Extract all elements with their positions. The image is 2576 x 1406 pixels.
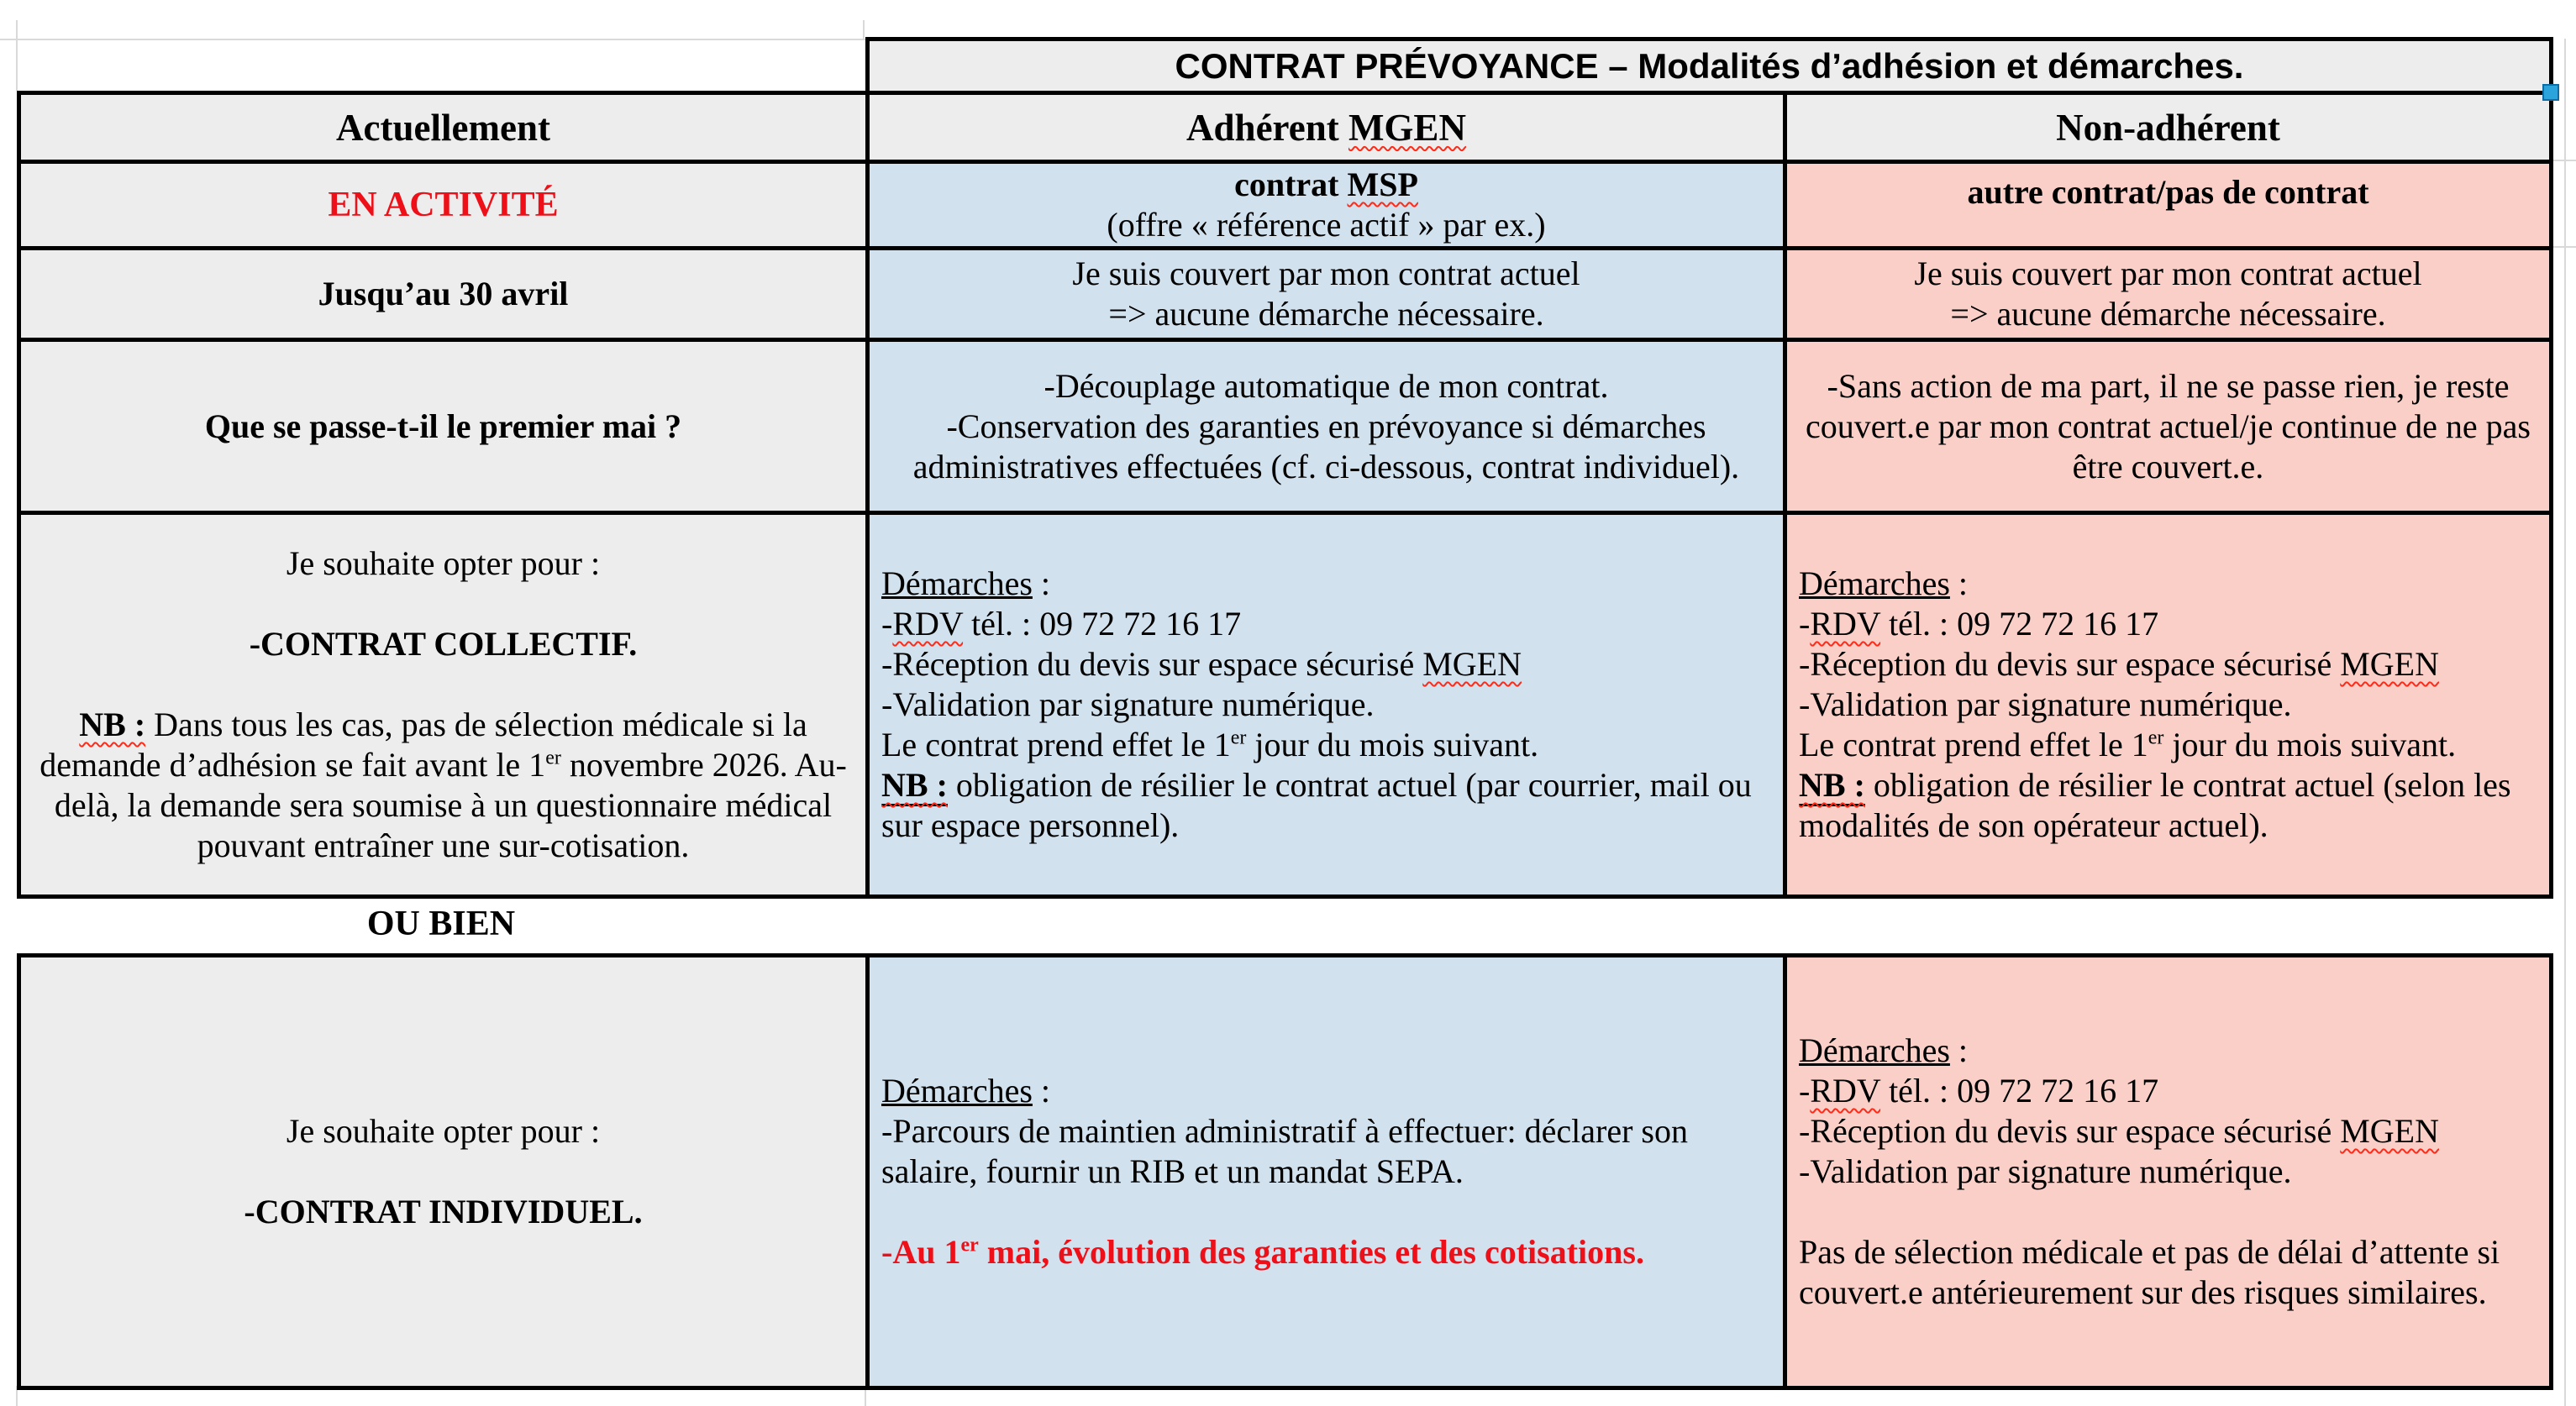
column-header-adherent-mgen: Adhérent MGEN xyxy=(865,91,1783,160)
cell-opter-contrat-collectif: Je souhaite opter pour : -CONTRAT COLLECTIF. NB : Dans tous les cas, pas de sélection médicale si la demande d’adhésion se fait avant le 1er novembre 2026. Au-delà, la demande sera soumise à un questionnaire médical pouvant entraîner une sur-cotisation. xyxy=(17,511,865,899)
cell-demarches-non-adherent-individuel: Démarches : -RDV tél. : 09 72 72 16 17 -Réception du devis sur espace sécurisé MGEN -Validation par signature numérique. Pas de sélection médicale et pas de délai d’attente si couvert.e antérieurement sur des risques similaires. xyxy=(1783,953,2553,1390)
cell-sans-action: -Sans action de ma part, il ne se passe rien, je reste couvert.e par mon contrat actuel/je continue de ne pas être couvert.e. xyxy=(1783,338,2553,511)
cell-decouplage: -Découplage automatique de mon contrat. -Conservation des garanties en prévoyance si démarches administratives effectuées (cf. ci-dessous, contrat individuel). xyxy=(865,338,1783,511)
sheet-gridline xyxy=(863,20,865,40)
cell-demarches-non-adherent-collectif: Démarches : -RDV tél. : 09 72 72 16 17 -Réception du devis sur espace sécurisé MGEN -Validation par signature numérique. Le contrat prend effet le 1er jour du mois suivant. NB : obligation de résilier le contrat actuel (selon les modalités de son opérateur actuel). xyxy=(1783,511,2553,899)
sheet-gridline xyxy=(2564,39,2566,1406)
table-title-cell xyxy=(865,37,2553,91)
cell-autre-contrat: autre contrat/pas de contrat xyxy=(1783,160,2553,246)
cell-jusquau-30-avril: Jusqu’au 30 avril xyxy=(17,246,865,338)
cell-en-activite: EN ACTIVITÉ xyxy=(17,160,865,246)
column-header-actuellement: Actuellement xyxy=(17,91,865,160)
table-selection-handle[interactable] xyxy=(2542,84,2559,101)
cell-couvert-mgen: Je suis couvert par mon contrat actuel => aucune démarche nécessaire. xyxy=(865,246,1783,338)
sheet-gridline xyxy=(2553,246,2576,248)
cell-demarches-mgen-individuel: Démarches : -Parcours de maintien administratif à effectuer: déclarer son salaire, fournir un RIB et un mandat SEPA. -Au 1er mai, évolution des garanties et des cotisations. xyxy=(865,953,1783,1390)
cell-opter-contrat-individuel: Je souhaite opter pour : -CONTRAT INDIVIDUEL. xyxy=(17,953,865,1390)
sheet-gridline xyxy=(2553,160,2576,161)
sheet-gridline xyxy=(0,39,865,40)
table-title: CONTRAT PRÉVOYANCE – Modalités d’adhésion et démarches. xyxy=(1175,45,2244,86)
cell-contrat-msp: contrat MSP (offre « référence actif » par ex.) xyxy=(865,160,1783,246)
sheet-gridline xyxy=(16,20,18,91)
ou-bien-label: OU BIEN xyxy=(366,905,516,943)
cell-demarches-mgen-collectif: Démarches : -RDV tél. : 09 72 72 16 17 -Réception du devis sur espace sécurisé MGEN -Validation par signature numérique. Le contrat prend effet le 1er jour du mois suivant. NB : obligation de résilier le contrat actuel (par courrier, mail ou sur espace personnel). xyxy=(865,511,1783,899)
cell-question-premier-mai: Que se passe-t-il le premier mai ? xyxy=(17,338,865,511)
cell-couvert-non-adherent: Je suis couvert par mon contrat actuel => aucune démarche nécessaire. xyxy=(1783,246,2553,338)
column-header-non-adherent: Non-adhérent xyxy=(1783,91,2553,160)
